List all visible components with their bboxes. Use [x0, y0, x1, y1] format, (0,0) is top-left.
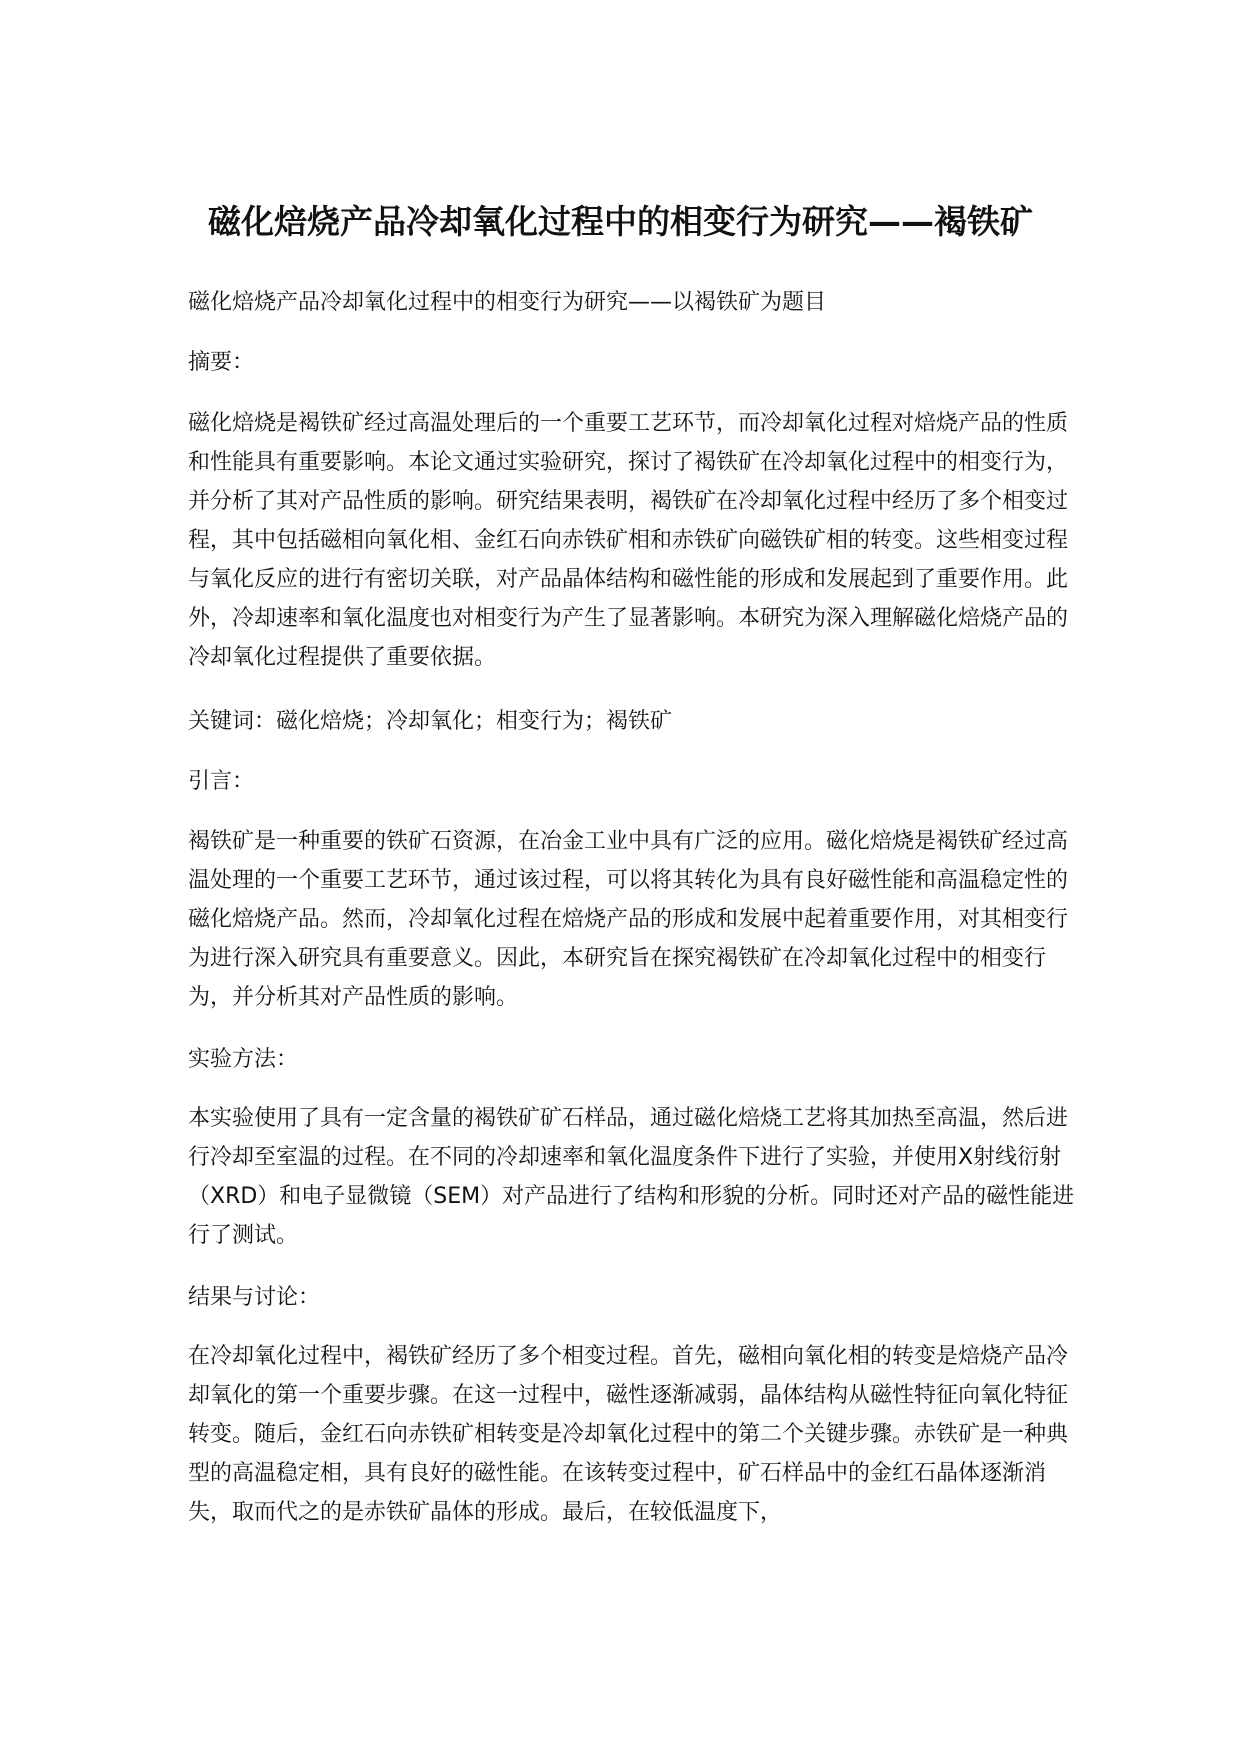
document-subtitle: 磁化焙烧产品冷却氧化过程中的相变行为研究——以褐铁矿为题目 — [188, 290, 827, 315]
method-heading: 实验方法： — [188, 1047, 299, 1072]
document-title: 磁化焙烧产品冷却氧化过程中的相变行为研究——褐铁矿 — [208, 202, 1033, 242]
introduction-paragraph: 褐铁矿是一种重要的铁矿石资源，在冶金工业中具有广泛的应用。磁化焙烧是褐铁矿经过高温处理的一个重要工艺环节，通过该过程，可以将其转化为具有良好磁性能和高温稳定性的磁化焙烧产品。然而，冷却氧化过程在焙烧产品的形成和发展中起着重要作用，对其相变行为进行深入研究具有重要意义。因此，本研究旨在探究褐铁矿在冷却氧化过程中的相变行为，并分析其对产品性质的影响。 — [188, 829, 1069, 1010]
abstract-heading: 摘要： — [188, 350, 255, 375]
keywords-line: 关键词：磁化焙烧；冷却氧化；相变行为；褐铁矿 — [188, 709, 673, 734]
abstract-paragraph: 磁化焙烧是褐铁矿经过高温处理后的一个重要工艺环节，而冷却氧化过程对焙烧产品的性质和性能具有重要影响。本论文通过实验研究，探讨了褐铁矿在冷却氧化过程中的相变行为，并分析了其对产品性质的影响。研究结果表明，褐铁矿在冷却氧化过程中经历了多个相变过程，其中包括磁相向氧化相、金红石向赤铁矿相和赤铁矿向磁铁矿相的转变。这些相变过程与氧化反应的进行有密切关联，对产品晶体结构和磁性能的形成和发展起到了重要作用。此外，冷却速率和氧化温度也对相变行为产生了显著影响。本研究为深入理解磁化焙烧产品的冷却氧化过程提供了重要依据。 — [188, 411, 1069, 670]
results-paragraph: 在冷却氧化过程中，褐铁矿经历了多个相变过程。首先，磁相向氧化相的转变是焙烧产品冷却氧化的第一个重要步骤。在这一过程中，磁性逐渐减弱，晶体结构从磁性特征向氧化特征转变。随后，金红石向赤铁矿相转变是冷却氧化过程中的第二个关键步骤。赤铁矿是一种典型的高温稳定相，具有良好的磁性能。在该转变过程中，矿石样品中的金红石晶体逐渐消失，取而代之的是赤铁矿晶体的形成。最后，在较低温度下， — [188, 1344, 1069, 1525]
introduction-heading: 引言： — [188, 769, 255, 794]
method-paragraph: 本实验使用了具有一定含量的褐铁矿矿石样品，通过磁化焙烧工艺将其加热至高温，然后进行冷却至室温的过程。在不同的冷却速率和氧化温度条件下进行了实验，并使用X射线衍射（XRD）和电子显微镜（SEM）对产品进行了结构和形貌的分析。同时还对产品的磁性能进行了测试。 — [188, 1106, 1075, 1248]
results-heading: 结果与讨论： — [188, 1285, 321, 1310]
